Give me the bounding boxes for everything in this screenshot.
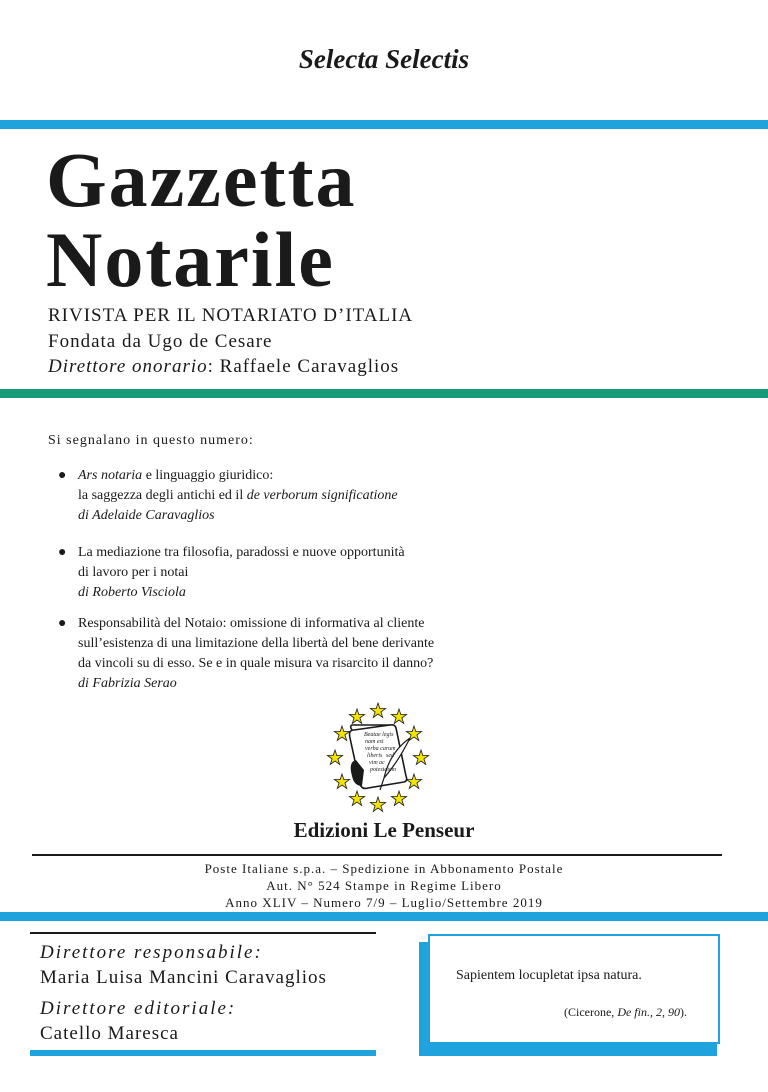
quote-citation-open: (Cicerone, [564, 1005, 618, 1019]
star-icon [349, 709, 364, 723]
star-icon [327, 750, 342, 764]
article-1-title-italic: Ars notaria [78, 468, 143, 483]
postal-line-3: Anno XLIV – Numero 7/9 – Luglio/Settembre 2019 [225, 895, 543, 910]
staff-bottom-rule [30, 1050, 376, 1056]
publisher-logo [318, 700, 438, 815]
bullet-icon: ● [58, 545, 67, 560]
postal-top-rule [32, 854, 722, 856]
scroll-icon [350, 725, 411, 790]
article-1-author: di Adelaide Caravaglios [78, 508, 215, 523]
quote-citation-work: De fin., 2, 90 [617, 1005, 680, 1019]
bottom-blue-bar [0, 912, 768, 921]
honorary-director [48, 356, 399, 378]
quote-box [428, 934, 720, 1044]
logo-text-line: verba carum [365, 746, 396, 752]
star-icon [391, 709, 406, 723]
article-2-line2: di lavoro per i notai [78, 565, 189, 580]
quote-citation-close: ). [679, 1005, 687, 1019]
article-2 [58, 543, 498, 603]
star-icon [413, 750, 428, 764]
green-divider-bar [0, 389, 768, 398]
article-3 [58, 614, 498, 694]
star-icon [370, 703, 385, 717]
postal-line-1: Poste Italiane s.p.a. – Spedizione in Abbonamento Postale [204, 861, 564, 876]
honorary-director-label: Direttore onorario [48, 356, 208, 377]
masthead-subtitle: RIVISTA PER IL NOTARIATO D’ITALIA [48, 305, 414, 326]
bullet-icon: ● [58, 468, 67, 483]
masthead-title-line1: Gazzetta [46, 136, 357, 223]
article-1 [58, 466, 498, 526]
article-3-line1: Responsabilità del Notaio: omissione di informativa al cliente [78, 616, 425, 631]
star-icon [334, 774, 349, 788]
logo-text-line: vim ac [369, 760, 385, 766]
logo-text-line: potestatem [370, 767, 396, 773]
honorary-director-name: : Raffaele Caravaglios [207, 356, 400, 377]
logo-text-line: Beatae legis [364, 732, 394, 738]
postal-line-2: Aut. N° 524 Stampe in Regime Libero [266, 878, 502, 893]
founder-line: Fondata da Ugo de Cesare [48, 331, 273, 352]
article-1-line2-italic: de verborum significatione [246, 488, 398, 503]
logo-text-line: sed [386, 753, 394, 759]
article-1-title-rest: e linguaggio giuridico: [142, 468, 274, 483]
article-1-line2: la saggezza degli antichi ed il [78, 488, 247, 503]
editorial-director-label: Direttore editoriale: [40, 998, 237, 1019]
contents-intro: Si segnalano in questo numero: [48, 433, 254, 448]
article-3-line2: sull’esistenza di una limitazione della libertà del bene derivante [78, 636, 435, 651]
publisher-name: Edizioni Le Penseur [293, 818, 475, 842]
star-icon [370, 797, 385, 811]
editorial-director-name: Catello Maresca [40, 1023, 179, 1044]
article-2-author: di Roberto Visciola [78, 585, 186, 600]
star-icon [406, 774, 421, 788]
star-icon [391, 791, 406, 805]
quote-text: Sapientem locupletat ipsa natura. [456, 968, 642, 983]
logo-text-line: liberis [367, 753, 383, 759]
top-blue-bar [0, 120, 768, 129]
bullet-icon: ● [58, 616, 67, 631]
masthead-title-line2: Notarile [46, 216, 335, 303]
article-3-author: di Fabrizia Serao [78, 676, 177, 691]
article-3-line3: da vincoli su di esso. Se e in quale misura va risarcito il danno? [78, 656, 434, 671]
tagline: Selecta Selectis [298, 44, 470, 74]
quote-citation [564, 1005, 687, 1020]
star-icon [349, 791, 364, 805]
logo-text-line: nam est [365, 739, 384, 745]
responsible-director-label: Direttore responsabile: [40, 942, 263, 963]
star-icon [334, 726, 349, 740]
responsible-director-name: Maria Luisa Mancini Caravaglios [40, 967, 327, 988]
article-2-line1: La mediazione tra filosofia, paradossi e nuove opportunità [78, 545, 405, 560]
staff-top-rule [30, 932, 376, 934]
